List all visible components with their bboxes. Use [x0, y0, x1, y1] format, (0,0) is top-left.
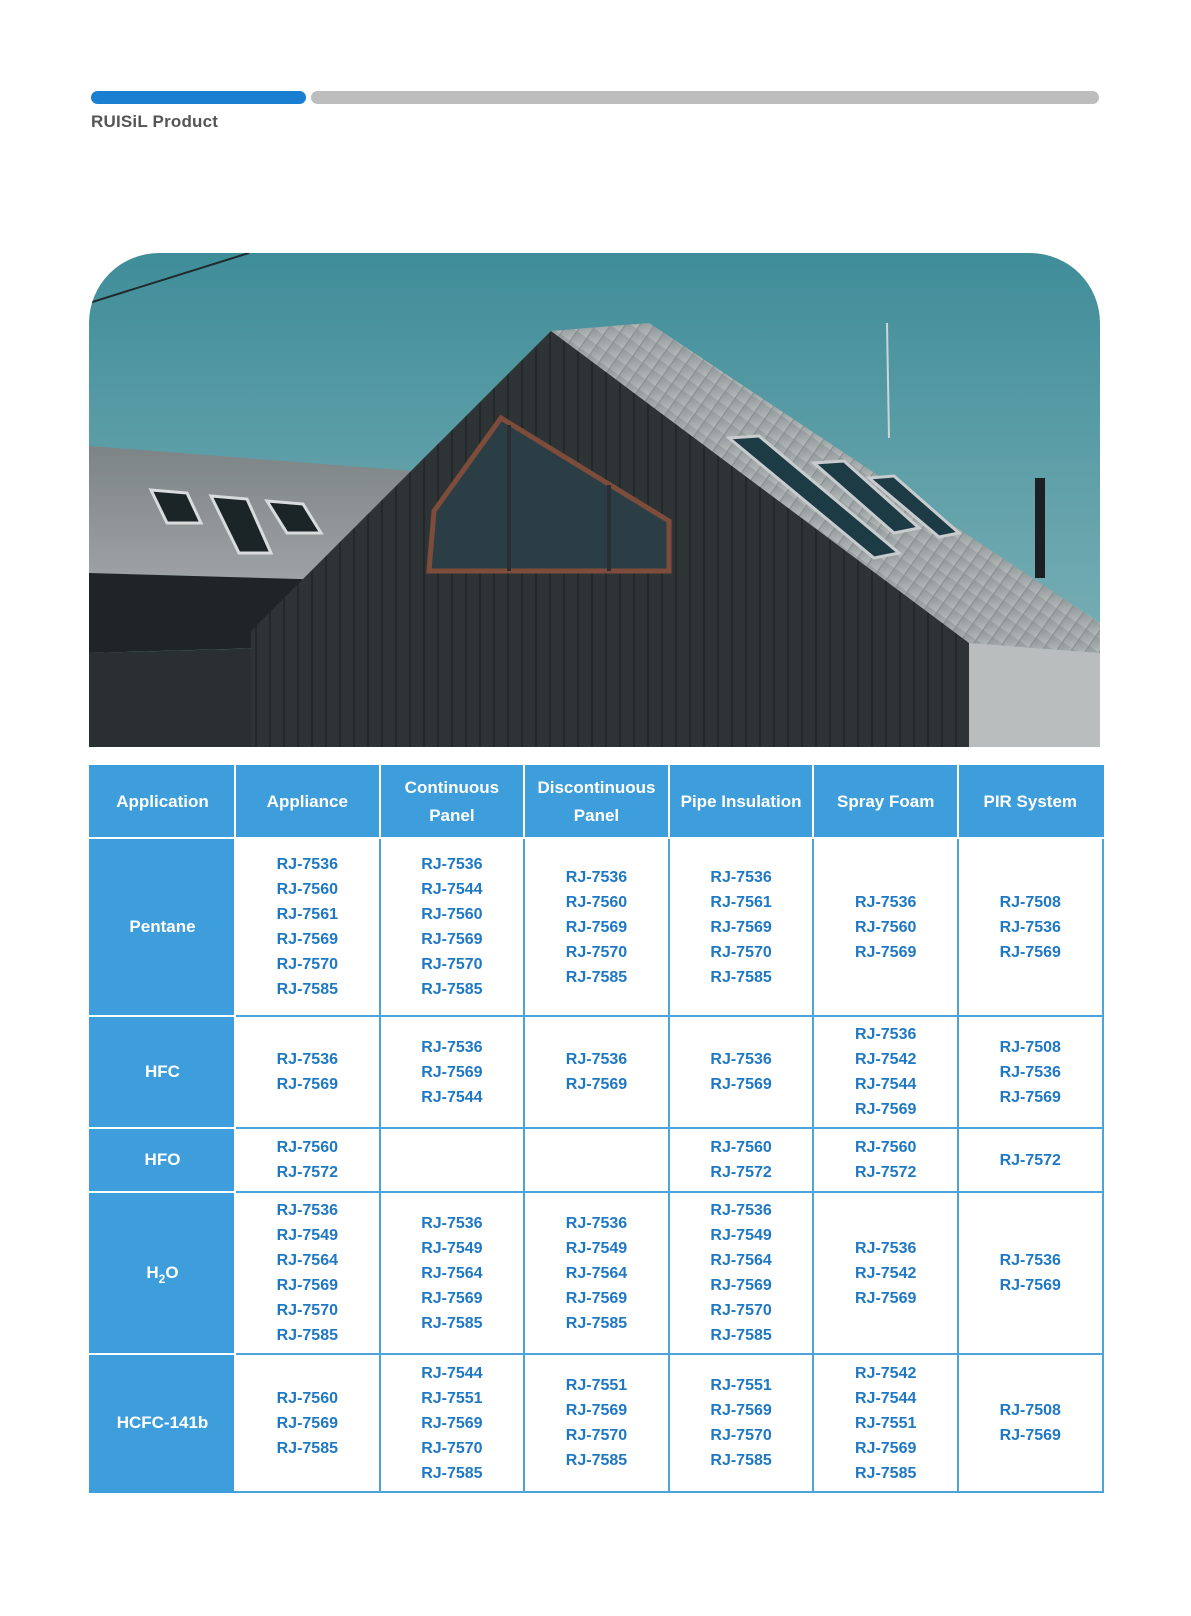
product-code: RJ-7560 — [276, 1389, 338, 1407]
row-label-text: H — [146, 1263, 159, 1282]
col-header: Continuous Panel — [380, 766, 525, 838]
product-code: RJ-7536 — [421, 1038, 483, 1056]
product-code: RJ-7585 — [710, 968, 772, 986]
product-code: RJ-7569 — [854, 1439, 917, 1457]
product-code: RJ-7569 — [999, 1427, 1061, 1444]
row-label-text: Pentane — [129, 917, 196, 936]
product-code: RJ-7536 — [710, 1051, 772, 1068]
product-code: RJ-7536 — [854, 1026, 917, 1043]
product-code: RJ-7544 — [421, 1088, 483, 1106]
product-code: RJ-7542 — [854, 1364, 917, 1382]
product-code: RJ-7560 — [854, 918, 917, 936]
product-code: RJ-7536 — [565, 1051, 628, 1068]
table-cell — [813, 1016, 958, 1128]
product-code: RJ-7549 — [276, 1227, 338, 1244]
product-code: RJ-7536 — [854, 893, 917, 911]
product-code: RJ-7570 — [710, 943, 772, 961]
product-code: RJ-7536 — [421, 1214, 483, 1232]
product-code: RJ-7560 — [565, 893, 628, 911]
row-label — [90, 1354, 235, 1492]
table-cell — [813, 1192, 958, 1354]
product-code: RJ-7569 — [999, 1277, 1061, 1294]
product-code: RJ-7569 — [854, 943, 917, 961]
table-cell — [958, 1354, 1103, 1492]
table-cell — [235, 1128, 380, 1192]
table-cell — [958, 838, 1103, 1016]
product-code: RJ-7569 — [276, 1076, 338, 1093]
row-label — [90, 1016, 235, 1128]
product-code: RJ-7536 — [421, 856, 483, 873]
product-code: RJ-7549 — [710, 1227, 772, 1244]
product-code: RJ-7569 — [421, 931, 483, 948]
product-code: RJ-7564 — [710, 1252, 772, 1269]
product-code: RJ-7549 — [421, 1239, 483, 1257]
product-code: RJ-7549 — [565, 1239, 628, 1257]
table-cell — [669, 1192, 814, 1354]
product-code: RJ-7564 — [421, 1264, 483, 1282]
product-code: RJ-7561 — [710, 893, 772, 911]
product-code: RJ-7572 — [999, 1151, 1061, 1169]
product-code: RJ-7551 — [421, 1389, 483, 1407]
product-code: RJ-7536 — [565, 868, 628, 886]
product-code: RJ-7569 — [565, 1289, 628, 1307]
product-code: RJ-7508 — [999, 1402, 1061, 1419]
product-code: RJ-7536 — [276, 856, 338, 873]
table-cell — [813, 1128, 958, 1192]
header-rule-bar — [311, 91, 1099, 104]
product-code: RJ-7560 — [710, 1139, 772, 1156]
product-code: RJ-7572 — [710, 1164, 772, 1181]
table-cell — [669, 1016, 814, 1128]
table-cell — [669, 1354, 814, 1492]
table-cell — [958, 1192, 1103, 1354]
table-header-row — [90, 766, 1103, 838]
product-code: RJ-7585 — [565, 968, 628, 986]
product-code: RJ-7570 — [565, 1427, 628, 1444]
product-code: RJ-7585 — [421, 1314, 483, 1332]
product-code: RJ-7564 — [276, 1252, 338, 1269]
product-code: RJ-7569 — [276, 1414, 338, 1432]
product-code: RJ-7508 — [999, 1038, 1061, 1056]
product-code: RJ-7585 — [565, 1314, 628, 1332]
product-code: RJ-7508 — [999, 893, 1061, 911]
table-cell — [524, 1128, 669, 1192]
table-cell — [235, 1192, 380, 1354]
table-cell — [380, 1128, 525, 1192]
product-code: RJ-7585 — [710, 1327, 772, 1344]
product-code: RJ-7585 — [565, 1452, 628, 1469]
table-cell — [669, 1128, 814, 1192]
product-code: RJ-7560 — [276, 1139, 338, 1156]
col-header: Appliance — [235, 766, 380, 838]
product-code: RJ-7544 — [854, 1389, 917, 1407]
product-code: RJ-7585 — [710, 1452, 772, 1469]
table-row — [90, 1016, 1103, 1128]
product-code: RJ-7569 — [999, 1088, 1061, 1106]
product-code: RJ-7542 — [854, 1264, 917, 1282]
product-code: RJ-7569 — [565, 918, 628, 936]
product-code: RJ-7569 — [421, 1414, 483, 1432]
row-label — [90, 1192, 235, 1354]
product-code: RJ-7570 — [565, 943, 628, 961]
product-code: RJ-7544 — [854, 1076, 917, 1093]
product-code: RJ-7536 — [999, 1063, 1061, 1081]
row-label-subscript: 2 — [158, 1272, 166, 1286]
table-cell — [813, 1354, 958, 1492]
table-cell — [524, 1016, 669, 1128]
product-code: RJ-7544 — [421, 881, 483, 898]
table-cell — [958, 1128, 1103, 1192]
product-code: RJ-7536 — [854, 1239, 917, 1257]
product-code: RJ-7572 — [276, 1164, 338, 1181]
product-code: RJ-7585 — [276, 1439, 338, 1457]
table-cell — [235, 838, 380, 1016]
product-code: RJ-7536 — [565, 1214, 628, 1232]
col-header: Application — [90, 766, 235, 838]
product-code: RJ-7569 — [565, 1076, 628, 1093]
product-code: RJ-7569 — [999, 943, 1061, 961]
table-row — [90, 1128, 1103, 1192]
product-code: RJ-7585 — [276, 1327, 338, 1344]
col-header: PIR System — [958, 766, 1103, 838]
product-code: RJ-7569 — [710, 1277, 772, 1294]
product-code: RJ-7569 — [854, 1289, 917, 1307]
product-table — [89, 765, 1104, 1493]
row-label-text: HFC — [145, 1062, 180, 1081]
product-code: RJ-7536 — [999, 1252, 1061, 1269]
table-row — [90, 1192, 1103, 1354]
product-code: RJ-7585 — [421, 1464, 483, 1482]
product-code: RJ-7570 — [421, 956, 483, 973]
table-cell — [524, 838, 669, 1016]
product-code: RJ-7569 — [421, 1289, 483, 1307]
product-code: RJ-7569 — [565, 1402, 628, 1419]
product-code: RJ-7570 — [710, 1427, 772, 1444]
table-cell — [524, 1354, 669, 1492]
table-cell — [958, 1016, 1103, 1128]
table-cell — [380, 1192, 525, 1354]
table-cell — [380, 1354, 525, 1492]
product-code: RJ-7569 — [710, 918, 772, 936]
product-code: RJ-7542 — [854, 1051, 917, 1068]
product-code: RJ-7569 — [421, 1063, 483, 1081]
brand-label: RUISiL Product — [91, 112, 219, 131]
header-accent-bar — [91, 91, 306, 104]
product-code: RJ-7569 — [854, 1101, 917, 1118]
product-code: RJ-7570 — [276, 956, 338, 973]
table-cell — [380, 1016, 525, 1128]
product-code: RJ-7570 — [710, 1302, 772, 1319]
product-code: RJ-7536 — [276, 1051, 338, 1068]
product-code: RJ-7536 — [710, 868, 772, 886]
product-code: RJ-7536 — [710, 1202, 772, 1219]
col-header: Discontinuous Panel — [524, 766, 669, 838]
product-code: RJ-7560 — [276, 881, 338, 898]
product-code: RJ-7536 — [276, 1202, 338, 1219]
product-code: RJ-7564 — [565, 1264, 628, 1282]
table-row — [90, 838, 1103, 1016]
product-code: RJ-7551 — [710, 1377, 772, 1394]
product-code: RJ-7560 — [421, 906, 483, 923]
table-cell — [380, 838, 525, 1016]
row-label-tail: O — [165, 1263, 179, 1282]
building-photo — [89, 253, 1100, 747]
product-code: RJ-7561 — [276, 906, 338, 923]
product-code: RJ-7570 — [276, 1302, 338, 1319]
col-header: Pipe Insulation — [669, 766, 814, 838]
col-header: Spray Foam — [813, 766, 958, 838]
product-code: RJ-7569 — [710, 1076, 772, 1093]
row-label-text: HFO — [144, 1150, 181, 1169]
product-code: RJ-7551 — [854, 1414, 917, 1432]
product-code: RJ-7544 — [421, 1364, 483, 1382]
product-code: RJ-7536 — [999, 918, 1061, 936]
table-cell — [524, 1192, 669, 1354]
table-cell — [235, 1016, 380, 1128]
row-label-text: HCFC-141b — [116, 1413, 209, 1432]
product-code: RJ-7569 — [710, 1402, 772, 1419]
table-row — [90, 1354, 1103, 1492]
product-code: RJ-7585 — [421, 981, 483, 998]
table-cell — [669, 838, 814, 1016]
product-code: RJ-7569 — [276, 931, 338, 948]
product-code: RJ-7569 — [276, 1277, 338, 1294]
product-code: RJ-7551 — [565, 1377, 628, 1394]
row-label — [90, 1128, 235, 1192]
table-cell — [235, 1354, 380, 1492]
table-cell — [813, 838, 958, 1016]
product-code: RJ-7572 — [854, 1164, 917, 1181]
product-code: RJ-7585 — [854, 1464, 917, 1482]
product-code: RJ-7585 — [276, 981, 338, 998]
row-label — [90, 838, 235, 1016]
product-code: RJ-7570 — [421, 1439, 483, 1457]
product-code: RJ-7560 — [854, 1139, 917, 1156]
